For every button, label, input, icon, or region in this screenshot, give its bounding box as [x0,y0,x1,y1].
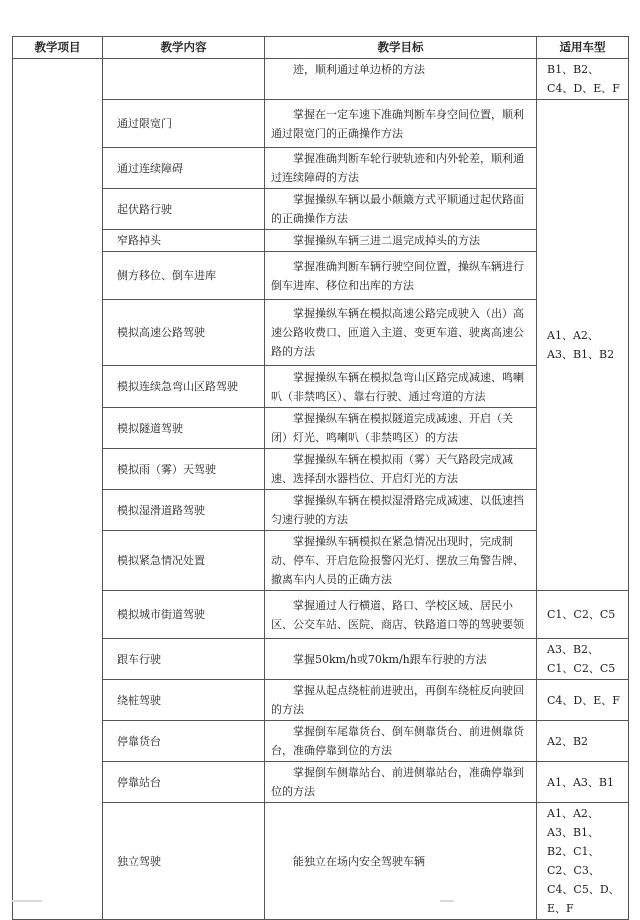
goal-cell: 掌握从起点绕桩前进驶出，再倒车绕桩反向驶回的方法 [265,680,537,721]
goal-cell: 能独立在场内安全驾驶车辆 [265,803,537,920]
goal-cell: 掌握操纵车辆在模拟高速公路完成驶入（出）高速公路收费口、匝道入主道、变更车道、驶离高速公路的方法 [265,300,537,366]
goal-cell: 掌握操纵车辆在模拟急弯山区路完成减速、鸣喇叭（非禁鸣区）、靠右行驶、通过弯道的方法 [265,366,537,408]
goal-cell: 掌握操纵车辆在模拟湿滑路完成减速、以低速挡匀速行驶的方法 [265,490,537,531]
content-cell: 模拟连续急弯山区路驾驶 [103,366,265,408]
vehicle-cell: A3、B2、C1、C2、C5 [537,639,629,680]
goal-cell: 掌握操纵车辆三进二退完成掉头的方法 [265,230,537,252]
content-cell: 独立驾驶 [103,803,265,920]
goal-cell: 掌握操纵车辆模拟在紧急情况出现时，完成制动、停车、开启危险报警闪光灯、摆放三角警告牌、撤离车内人员的正确方法 [265,531,537,591]
goal-cell: 迹，顺利通过单边桥的方法 [265,59,537,100]
table-row [13,531,629,591]
content-cell: 通过限宽门 [103,100,265,148]
goal-cell: 掌握通过人行横道、路口、学校区域、居民小区、公交车站、医院、商店、铁路道口等的驾驶要领 [265,591,537,639]
content-cell: 模拟城市街道驾驶 [103,591,265,639]
table-header-row [13,37,629,59]
project-cell [13,59,103,920]
vehicle-cell: B1、B2、C4、D、E、F [537,59,629,100]
content-cell: 模拟高速公路驾驶 [103,300,265,366]
goal-cell: 掌握倒车尾靠货台、倒车侧靠货台、前进侧靠货台，准确停靠到位的方法 [265,721,537,762]
content-cell: 停靠站台 [103,762,265,803]
content-cell: 起伏路行驶 [103,189,265,230]
content-cell: 通过连续障碍 [103,148,265,189]
content-cell: 模拟湿滑道路驾驶 [103,490,265,531]
header-goal: 教学目标 [265,37,537,59]
goal-cell: 掌握50km/h或70km/h跟车行驶的方法 [265,639,537,680]
header-vehicle: 适用车型 [537,37,629,59]
goal-cell: 掌握在一定车速下准确判断车身空间位置，顺利通过限宽门的正确操作方法 [265,100,537,148]
table-row [13,639,629,680]
content-cell [103,59,265,100]
content-cell: 绕桩驾驶 [103,680,265,721]
table-row [13,721,629,762]
table-row [13,300,629,366]
table-row [13,490,629,531]
vehicle-cell: C4、D、E、F [537,680,629,721]
content-cell: 跟车行驶 [103,639,265,680]
scan-artifact [12,900,42,902]
table-row [13,59,629,100]
goal-cell: 掌握准确判断车轮行驶轨迹和内外轮差，顺利通过连续障碍的方法 [265,148,537,189]
goal-cell: 掌握操纵车辆在模拟雨（雾）天气路段完成减速、选择刮水器档位、开启灯光的方法 [265,449,537,490]
goal-cell: 掌握操纵车辆在模拟隧道完成减速、开启（关闭）灯光、鸣喇叭（非禁鸣区）的方法 [265,408,537,449]
table-row [13,366,629,408]
goal-cell: 掌握操纵车辆以最小颠簸方式平顺通过起伏路面的正确操作方法 [265,189,537,230]
vehicle-cell: A1、A2、A3、B1、B2、C1、C2、C3、C4、C5、D、E、F [537,803,629,920]
table-row [13,408,629,449]
content-cell: 模拟紧急情况处置 [103,531,265,591]
table-row [13,762,629,803]
table-row [13,680,629,721]
vehicle-cell: A1、A2、A3、B1、B2 [537,100,629,591]
table-row [13,449,629,490]
training-table [12,36,629,920]
header-project: 教学项目 [13,37,103,59]
content-cell: 停靠货台 [103,721,265,762]
vehicle-cell: C1、C2、C5 [537,591,629,639]
table-row [13,252,629,300]
table-row [13,230,629,252]
table-row [13,100,629,148]
table-row [13,803,629,920]
content-cell: 窄路掉头 [103,230,265,252]
header-content: 教学内容 [103,37,265,59]
goal-cell: 掌握准确判断车辆行驶空间位置，操纵车辆进行倒车进库、移位和出库的方法 [265,252,537,300]
content-cell: 侧方移位、倒车进库 [103,252,265,300]
table-row [13,591,629,639]
vehicle-cell: A1、A3、B1 [537,762,629,803]
goal-cell: 掌握倒车侧靠站台、前进侧靠站台，准确停靠到位的方法 [265,762,537,803]
scan-artifact [440,900,454,902]
vehicle-cell: A2、B2 [537,721,629,762]
content-cell: 模拟隧道驾驶 [103,408,265,449]
table-row [13,148,629,189]
table-row [13,189,629,230]
content-cell: 模拟雨（雾）天驾驶 [103,449,265,490]
